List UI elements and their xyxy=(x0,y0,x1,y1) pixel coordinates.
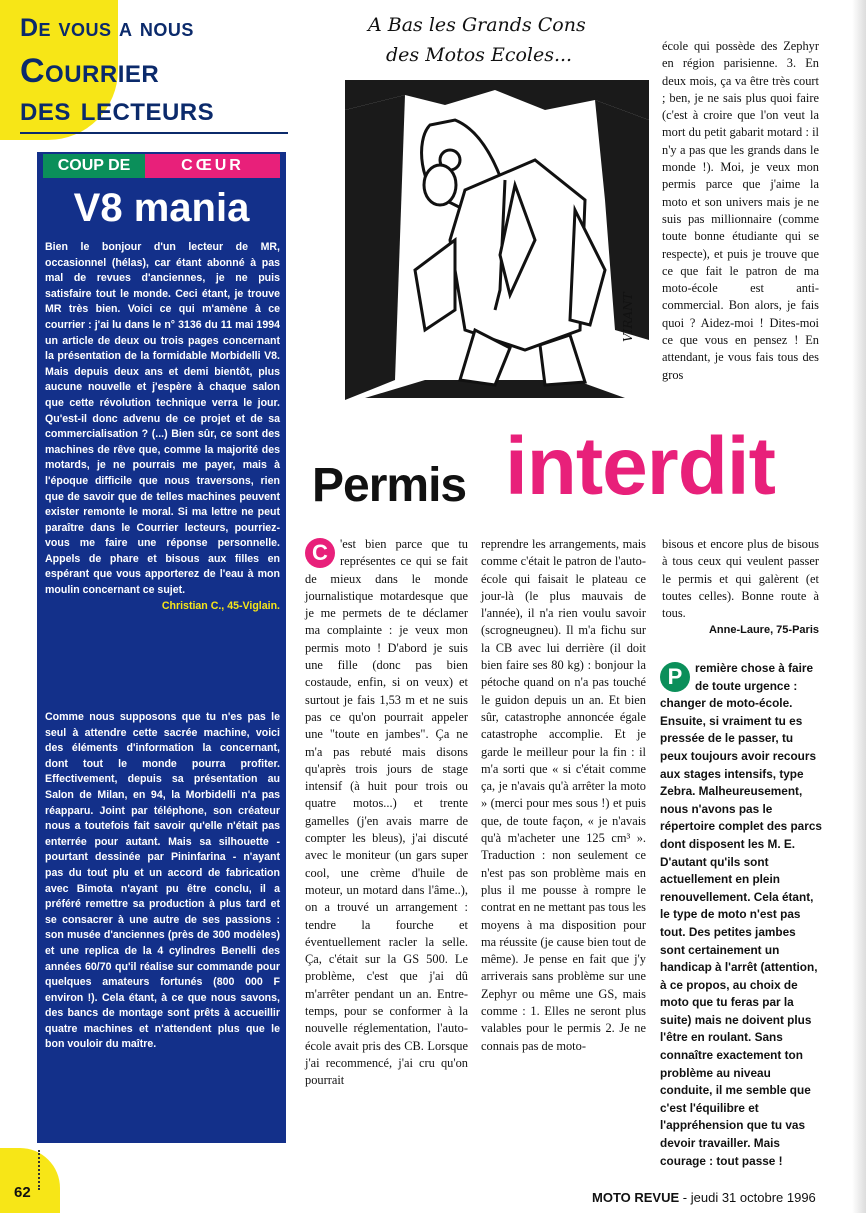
cartoon-illustration xyxy=(345,80,649,400)
reply-dropcap: P xyxy=(660,662,690,692)
headline-permis: Permis xyxy=(312,459,467,512)
header-underline xyxy=(20,132,288,134)
cartoon-caption-line1: A Bas les Grands Cons xyxy=(368,14,586,36)
article-signature: Anne-Laure, 75-Paris xyxy=(708,624,819,637)
footer-credit xyxy=(592,1190,816,1205)
article-column-2: reprendre les arrangements, mais comme c'était le patron de l'auto-école qui faisait le plateau ce jour-là (le plus mauvais de l'année), il n'a rien voulu savoir (scrogneugneu). Il m'a fichu sur la CB avec lui derrière (il doit bien faire ses 80 kg) : bonjour la pétoche quand on n'a pas touché le guidon depuis un an. Et bien sûr, catastrophe annoncée égale catastrophe accomplie. Et je garde le meilleur pour la fin : il m'a sorti que « si c'était comme ça, je n'avais qu'à arrêter la moto » (merci pour mes sous !) et puis que, de toute façon, « je n'avais qu'à m'acheter une 125 cm³ ». Traduction : non seulement ce n'est pas son problème mais en plus il me pousse à rompre le contrat en ne mettant pas tous les moyens à ma disposition pour ma réussite (je cause bien tout de même). Je pense en fait que j'y arriverais sans problème sur une Zephyr ou même une GS, mais comme : 1. Elles ne seront plus valables pour le permis 2. Je ne connais pas de moto- xyxy=(481,537,646,1053)
coup-de-tag: COUP DE xyxy=(43,154,145,178)
sidebar-answer: Comme nous supposons que tu n'es pas le seul à attendre cette sacrée machine, voici des éléments d'information la concernant, dont tout le monde pourra profiter. Effectivement, depuis sa présentation au Salon de Milan, en 94, la Morbidelli n'a pas réapparu. Joint par téléphone, son créateur nous a toutefois fait savoir qu'elle n'était pas enterrée pour autant. Mais sa silhouette - pourtant dessinée par Pininfarina - n'ayant pas du tout plu et un accord de fabrication avec Bimota n'ayant pu être conclu, il a préféré remettre sa production à plus tard et se consacrer à une autre de ses passions : son musée d'anciennes (près de 300 modèles) et une replica de la 4 cylindres Benelli des années 60/70 qu'il réalise sur commande pour quelques amateurs fortunés (800 000 F environ !). Cela étant, à ce que nous savons, des bancs de montage sont prêts à accueillir quatre machines et n'attendent plus que le bon vouloir du maître. xyxy=(45,711,280,1051)
page-number: 62 xyxy=(14,1184,31,1201)
footer-date: - jeudi 31 octobre 1996 xyxy=(682,1190,816,1205)
section-rubric: De vous a nous xyxy=(20,14,194,42)
article-column-top-right: école qui possède des Zephyr en région parisienne. 3. En deux mois, ça va être très court ; ben, je ne sais plus quoi faire (c'est à croire que l'on veut la mort du petit gabarit motard : il n'y a pas que les grands dans le monde !). Moi, je veux mon permis parce que j'aime la moto et son univers mais je ne suis pas millionnaire (comme toute bonne étudiante qui se respecte), et puis je trouve que ce que fait le patron de ma moto-école est anti-commercial. Bon alors, je fais quoi ? Aidez-moi ! Dites-moi ce que vous en pensez ! En attendant, je vous fais tous des gros xyxy=(662,39,819,382)
section-title-line2: des lecteurs xyxy=(20,90,215,128)
cartoon-caption-line2: des Motos Ecoles... xyxy=(386,44,573,66)
footer-magazine: MOTO REVUE xyxy=(592,1190,680,1205)
sidebar-letter-text: Bien le bonjour d'un lecteur de MR, occasionnel (hélas), car étant abonné à pas mal de revues d'anciennes, je ne puis satisfaire tout le monde. Ceci étant, je trouve MR très bien. Voici ce qui m'amène à ce courrier : j'ai lu dans le n° 3136 du 11 mai 1994 un article de deux ou trois pages concernant la présentation de la formidable Morbidelli V8. Mais depuis deux ans et demi bientôt, plus aucune nouvelle et j'espère à chaque salon que cette révolution technique verra le jour. Qu'est-il donc advenu de ce projet et de sa commercialisation ? (...) Bien sûr, ce sont des machines de rêve que, comme la majorité des motards, je ne pourrais me payer, mais à l'époque difficile que nous traversons, rien que de savoir que de telles machines peuvent exister remonte le moral. Si ma lettre ne peut paraître dans le Courrier lecteurs, pourriez-vous me faire une réponse personnelle. Appels de phare et bisous aux filles en espérant que vous apporterez de l'eau à mon moulin concernant ce sujet. xyxy=(45,241,280,597)
page-edge-shadow xyxy=(852,0,866,1213)
article-column-3-text: bisous et encore plus de bisous à tous ceux qui veulent passer le permis et qui galèrent (et toutes celles). Bonne route à tous. xyxy=(662,537,819,621)
editor-reply xyxy=(660,660,822,1170)
editor-reply-text: remière chose à faire de toute urgence : changer de moto-école. Ensuite, si vraiment tu es pressée de le passer, tu peux toujours avoir recours aux stages intensifs, type Zebra. Malheureusement, nous n'avons pas le répertoire complet des parcs dont disposent les M. E. D'autant qu'ils sont actuellement en plein renouvellement. Cela étant, le type de moto n'est pas tout. Des petites jambes sont certainement un handicap à l'arrêt (attention, à ce propos, au choix de moto que tu feras par la suite) mais ne doivent plus l'être en roulant. Sans connaître exactement ton problème au niveau conduite, il me semble que c'est l'équilibre et l'appréhension que tu vas devoir travailler. Mais courage : tout passe ! xyxy=(660,661,822,1168)
sidebar-title: V8 mania xyxy=(73,186,250,230)
sidebar-letter xyxy=(45,240,280,614)
sidebar-signature: Christian C., 45-Viglain. xyxy=(161,599,280,612)
article-dropcap: C xyxy=(305,538,335,568)
article-column-1 xyxy=(305,536,468,1090)
headline-interdit: interdit xyxy=(505,421,775,512)
section-title-line1: Courrier xyxy=(20,52,160,90)
dotted-divider xyxy=(38,1150,42,1190)
article-column-3 xyxy=(662,536,819,640)
coup-de-coeur-box xyxy=(37,152,286,1143)
page-number-decoration xyxy=(0,1148,60,1213)
article-column-1-text: 'est bien parce que tu représentes ce qui se fait de mieux dans le monde journalistique motardesque que je me permets de te déclamer ma complainte : je veux mon permis moto ! D'abord je suis une fille (donc pas bien costaude, enfin, si on veux) et surtout je fais 1,53 m et ne suis pas ce qu'on pourrait appeler une "toute en jambes". Ça ne m'a pas rebuté mais disons qu'après trois jours de stage intensif (à huit pour trois ou quatre motos...) et trente gamelles (j'en avais marre de compter les bleus), j'ai discuté avec le moniteur (un gars super cool, une crème d'huile de moteur, un motard dans l'âme..), on a trouvé un arrangement : tendre la fourche et éventuellement racler la selle. Ça, c'était sur la GS 500. Le problème, c'est que j'ai dû m'arrêter pendant un an. Entre-temps, pour se conformer à la nouvelle réglementation, l'auto-école avait pris des CB. Lorsque j'ai recommencé, j'ai cru qu'on pourrait xyxy=(305,537,468,1088)
cartoon-artist-signature: VIRANT xyxy=(621,292,635,342)
coeur-tag: CŒUR xyxy=(145,154,280,178)
